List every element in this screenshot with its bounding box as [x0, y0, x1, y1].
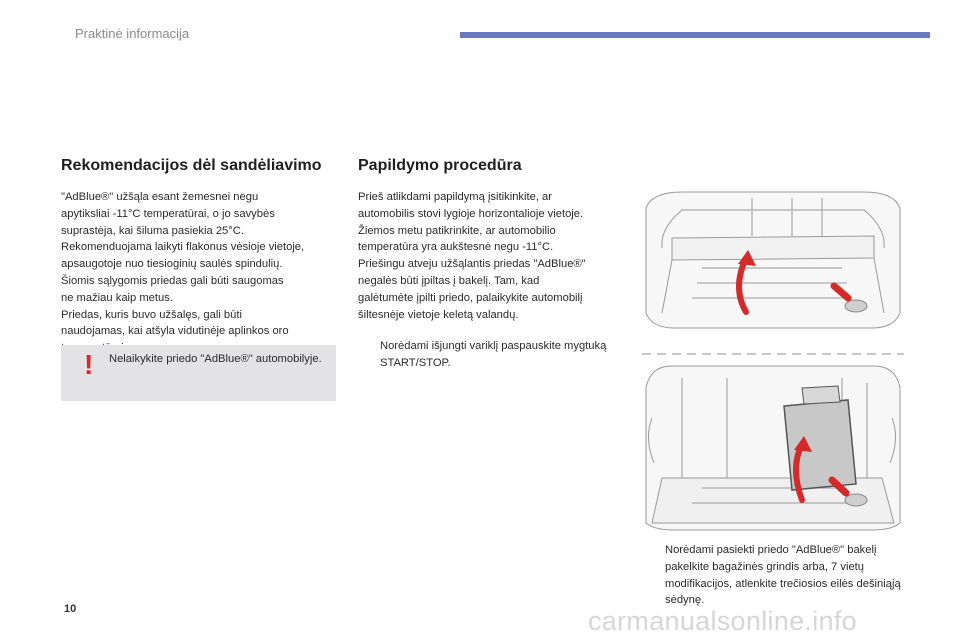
procedure-line: temperatūra yra aukštesnė negu -11°C. [358, 241, 554, 254]
watermark: carmanualsonline.info [588, 606, 857, 636]
procedure-section [358, 157, 618, 323]
storage-line: Rekomenduojama laikyti flakonus vėsioje vietoje, [61, 241, 305, 254]
storage-line: naudojamas, kai atšyla vidutinėje aplinkos oro [61, 325, 289, 338]
storage-line: apytiksliai -11°C temperatūrai, o jo savybės [61, 207, 275, 220]
warning-icon: ! [84, 349, 94, 380]
warning-box [61, 345, 336, 401]
storage-line: apsaugotoje nuo tiesioginių saulės spindulių. [61, 258, 283, 271]
procedure-line: šiltesnėje vietoje keletą valandų. [358, 308, 519, 321]
step-text: Norėdami išjungti variklį paspauskite mygtuką START/STOP. [380, 340, 607, 369]
storage-line: suprastėja, kai šiluma pasiekia 25°C. [61, 224, 244, 237]
trunk-illustration [642, 188, 904, 533]
procedure-heading: Papildymo procedūra [358, 157, 522, 174]
procedure-line: automobilis stovi lygioje horizontalioje vietoje. [358, 207, 584, 220]
step-access-tank [643, 542, 903, 609]
warning-text: Nelaikykite priedo "AdBlue®" automobilyje. [109, 353, 322, 365]
procedure-line: Prieš atlikdami papildymą įsitikinkite, ar [358, 191, 552, 203]
header-accent-bar [460, 32, 930, 38]
page-number: 10 [64, 603, 77, 615]
storage-section [61, 157, 341, 357]
step-stop-engine [358, 338, 613, 372]
storage-line: Šiomis sąlygomis priedas gali būti saugomas [61, 274, 284, 287]
storage-line: "AdBlue®" užšąla esant žemesnei negu [61, 191, 259, 203]
storage-line: Priedas, kuris buvo užšalęs, gali būti [61, 308, 242, 321]
bullet-icon [643, 542, 665, 609]
step-text: Norėdami pasiekti priedo "AdBlue®" bakelį pakelkite bagažinės grindis arba, 7 vietų modifikacijos, atlenkite trečiosios eilės dešiniąją sėdynę. [665, 544, 901, 607]
storage-heading: Rekomendacijos dėl sandėliavimo [61, 157, 322, 174]
procedure-line: negalės būti įpiltas į bakelį. Tam, kad [358, 274, 540, 287]
section-title: Praktinė informacija [75, 26, 190, 41]
procedure-line: galėtumėte įpilti priedo, palaikykite automobilį [358, 291, 583, 304]
procedure-line: Priešingu atveju užšąlantis priedas "AdBlue®" [358, 258, 586, 271]
storage-line: ne mažiau kaip metus. [61, 291, 173, 304]
procedure-line: Žiemos metu patikrinkite, ar automobilio [358, 224, 556, 237]
bullet-icon [358, 338, 380, 372]
